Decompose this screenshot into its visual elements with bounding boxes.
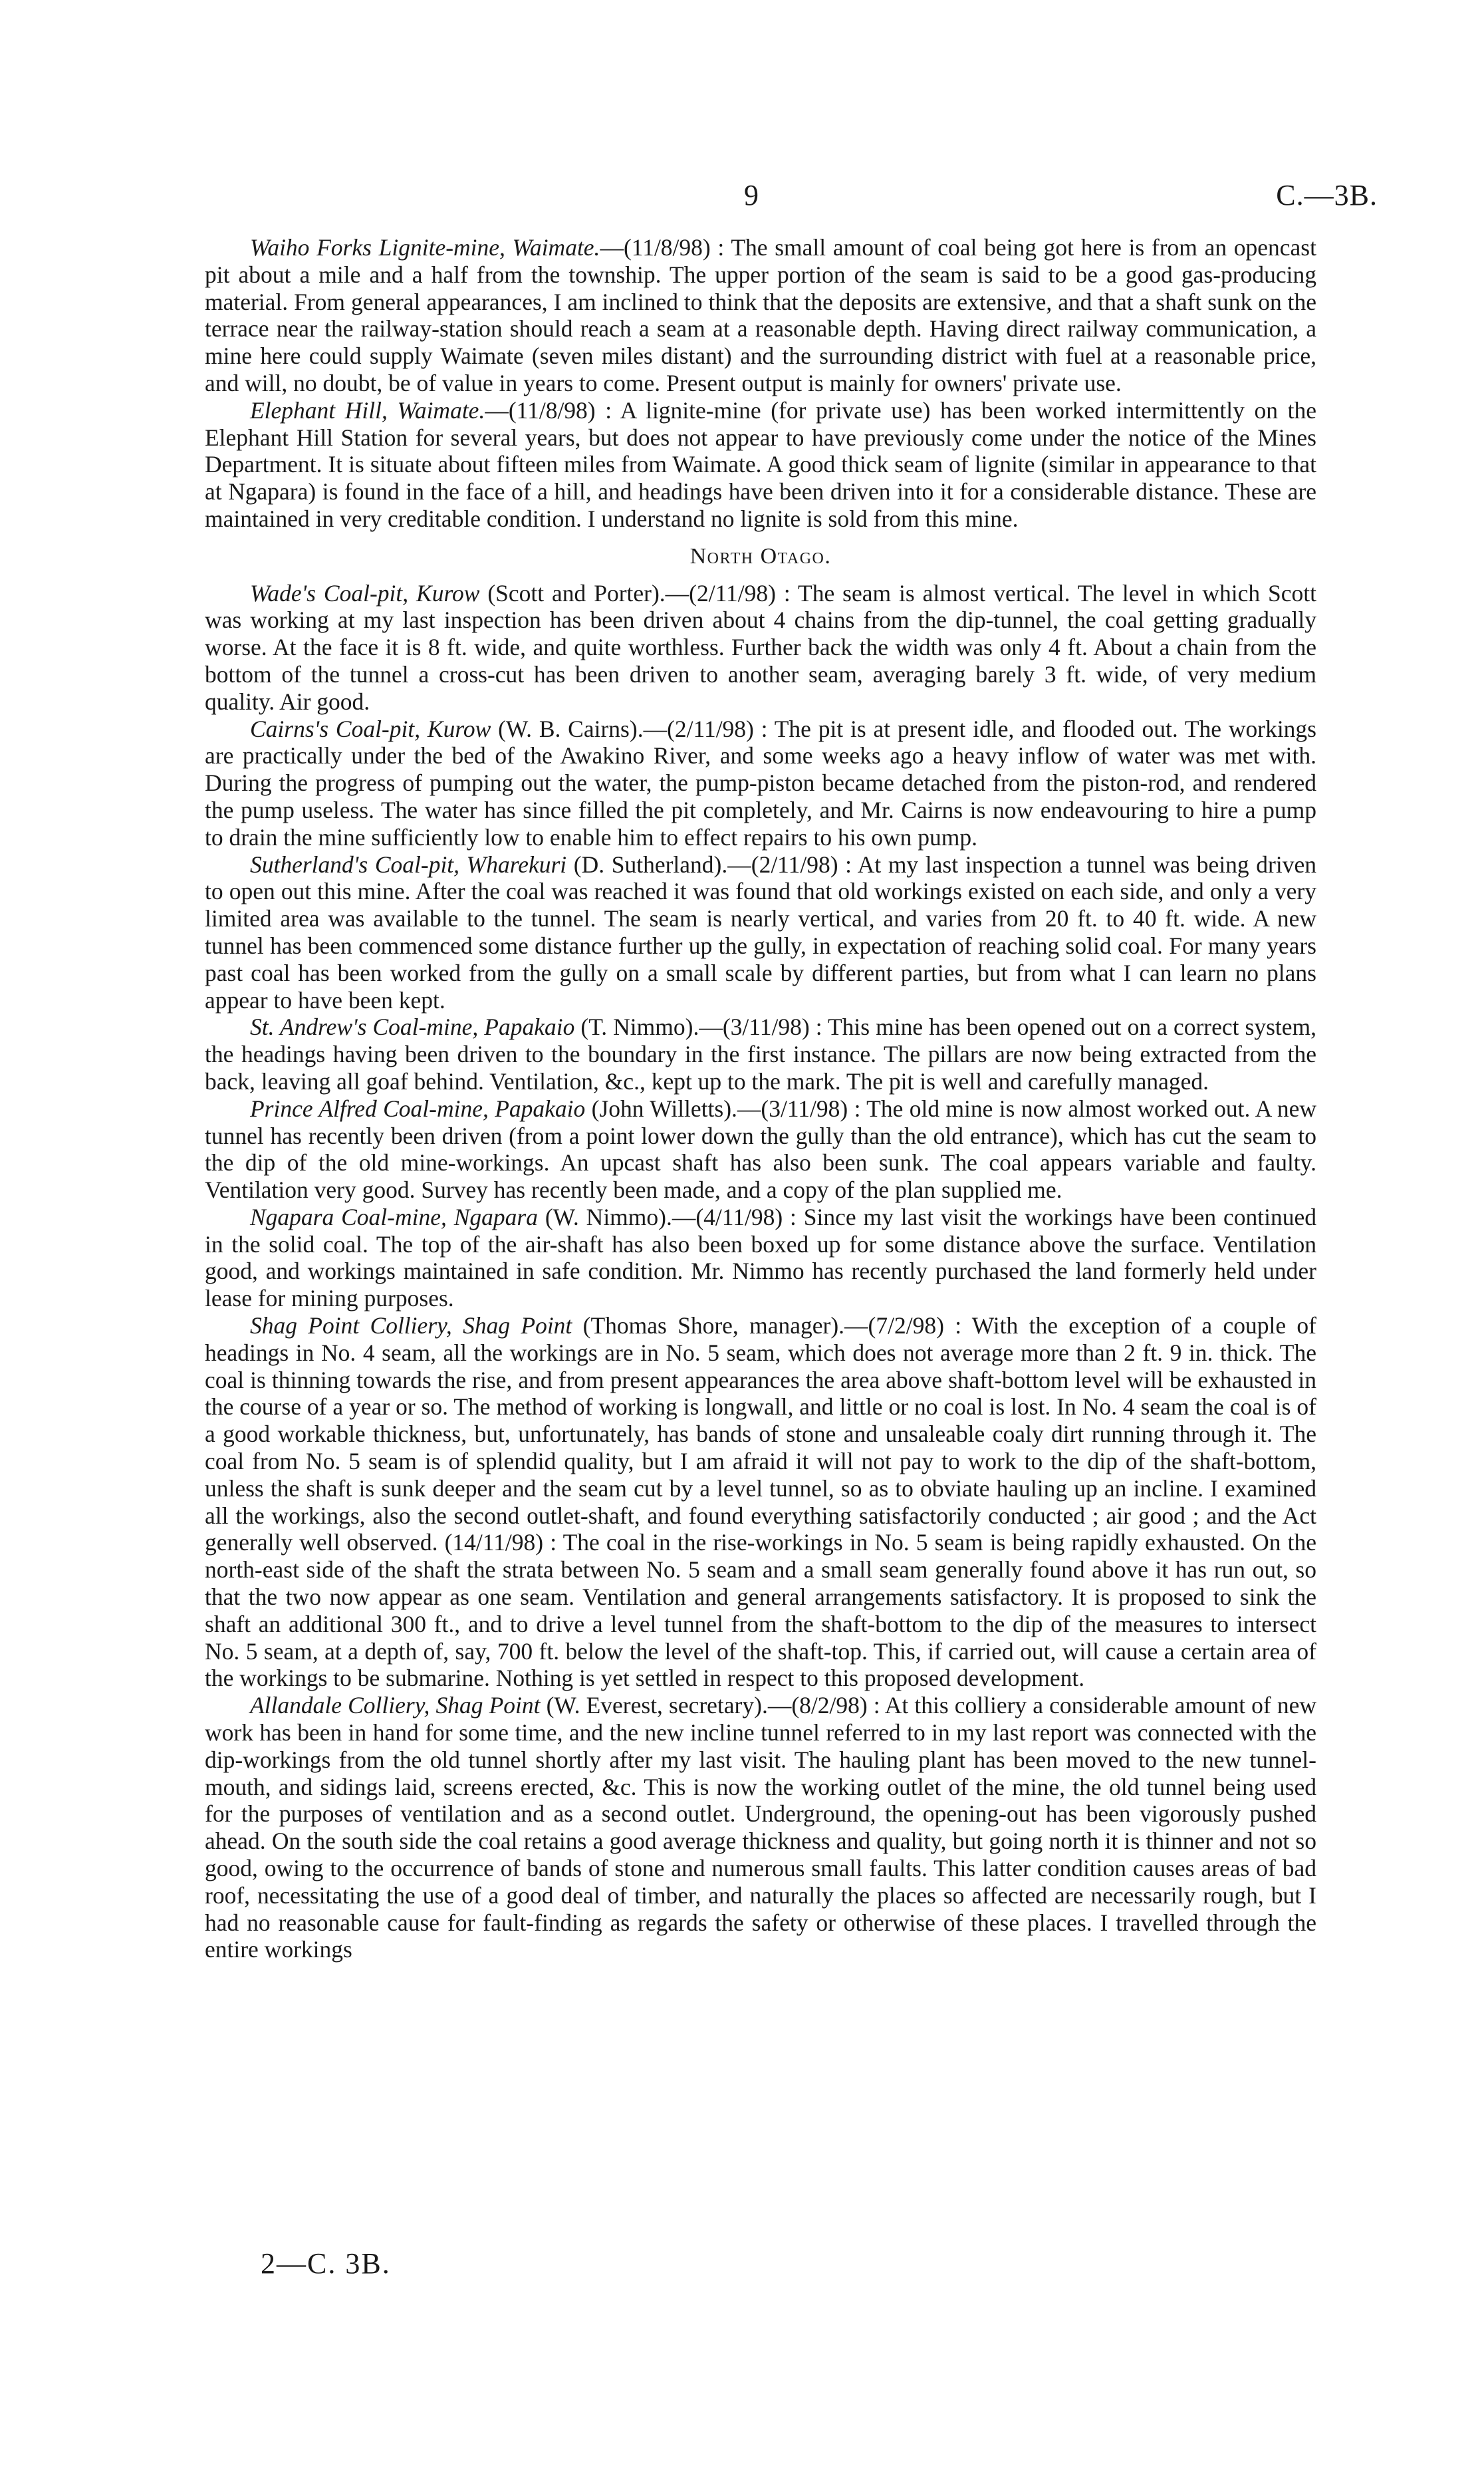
paragraph-shag-point-colliery [205, 1312, 1316, 1692]
page-number: 9 [744, 179, 759, 211]
mine-owner: (W. Everest, secretary) [540, 1692, 762, 1719]
paragraph-waiho-forks [205, 234, 1316, 397]
mine-owner: (W. B. Cairns) [491, 715, 638, 742]
paragraph-text: .—(8/2/98) : At this colliery a considerable amount of new work has been in hand for some time, and the new incline tunnel referred to in my last report was connected with the dip-workings from the old tunnel shortly after my last visit. The hauling plant has been moved to the new tunnel-mouth, and sidings laid, screens erected, &c. This is now the working outlet of the mine, the old tunnel being used for the purposes of ventilation and as a second outlet. Underground, the opening-out has been vigorously pushed ahead. On the south side the coal retains a good average thickness and quality, but going north it is thinner and not so good, owing to the occurrence of bands of stone and numerous small faults. This latter condition causes areas of bad roof, necessitating the use of a good deal of timber, and naturally the places so affected are necessarily rough, but I had no reasonable cause for fault-finding as regards the safety or otherwise of these places. I travelled through the entire workings [205, 1692, 1316, 1963]
paragraph-prince-alfred-coal-mine [205, 1095, 1316, 1204]
mine-title: Waiho Forks Lignite-mine, Waimate. [250, 234, 600, 261]
paragraph-sutherlands-coal-pit [205, 851, 1316, 1014]
paragraph-ngapara-coal-mine [205, 1204, 1316, 1312]
signature-mark: 2—C. 3B. [261, 2247, 391, 2280]
paragraph-text: —(11/8/98) : The small amount of coal being got here is from an opencast pit about a mile and a half from the township. The upper portion of the seam is said to be a good gas-producing material. From general appearances, I am inclined to think that the deposits are extensive, and that a shaft sunk on the terrace near the railway-station should reach a seam at a reasonable depth. Having direct railway communication, a mine here could supply Waimate (seven miles distant) and the surrounding district with fuel at a reasonable price, and will, no doubt, be of value in years to come. Present output is mainly for owners' private use. [205, 234, 1316, 396]
paragraph-text: .—(2/11/98) : The pit is at present idle, and flooded out. The workings are practically under the bed of the Awakino River, and some weeks ago a heavy inflow of water was met with. During the progress of pumping out the water, the pump-piston became detached from the piston-rod, and rendered the pump useless. The water has since filled the pit completely, and Mr. Cairns is now endeavouring to hire a pump to drain the mine sufficiently low to enable him to effect repairs to his own pump. [205, 715, 1316, 851]
mine-title: Elephant Hill, Waimate. [250, 396, 485, 424]
mine-owner: (T. Nimmo) [574, 1014, 693, 1041]
mine-title: Prince Alfred Coal-mine, Papakaio [250, 1095, 586, 1122]
paragraph-st-andrews-coal-mine [205, 1014, 1316, 1095]
paragraph-text: .—(3/11/98) : The old mine is now almost worked out. A new tunnel has recently been driven (from a point lower down the gully than the old entrance), which has cut the seam to the dip of the old mine-workings. An upcast shaft has also been sunk. The coal appears variable and faulty. Ventilation very good. Survey has recently been made, and a copy of the plan supplied me. [205, 1095, 1316, 1204]
paragraph-text: .—(2/11/98) : At my last inspection a tunnel was being driven to open out this mine. After the coal was reached it was found that old workings existed on each side, and only a very limited area was available to the tunnel. The seam is nearly vertical, and varies from 20 ft. to 40 ft. wide. A new tunnel has been commenced some distance further up the gully, in expectation of reaching solid coal. For many years past coal has been worked from the gully on a small scale by different parties, but from what I can learn no plans appear to have been kept. [205, 851, 1316, 1014]
paragraph-elephant-hill [205, 397, 1316, 533]
paragraph-text: .—(2/11/98) : The seam is almost vertical. The level in which Scott was working at my last inspection has been driven about 4 chains from the dip-tunnel, the coal getting gradually worse. At the face it is 8 ft. wide, and quite worthless. Further back the width was only 4 ft. About a chain from the bottom of the tunnel a cross-cut has been driven to another seam, averaging barely 3 ft. wide, of very medium quality. Air good. [205, 579, 1316, 715]
document-reference: C.—3B. [1276, 179, 1378, 211]
mine-title: Sutherland's Coal-pit, Wharekuri [250, 851, 567, 878]
paragraph-text: .—(3/11/98) : This mine has been opened out on a correct system, the headings having been driven to the boundary in the first instance. The pillars are now being extracted from the back, leaving all goaf behind. Ventilation, &c., kept up to the mark. The pit is well and carefully managed. [205, 1014, 1317, 1095]
paragraph-text: .—(7/2/98) : With the exception of a couple of headings in No. 4 seam, all the workings are in No. 5 seam, which does not average more than 2 ft. 9 in. thick. The coal is thinning towards the rise, and from present appearances the area above shaft-bottom level will be exhausted in the course of a year or so. The method of working is longwall, and little or no coal is lost. In No. 4 seam the coal is of a good workable thickness, but, unfortunately, has bands of stone and unsaleable coaly dirt running through it. The coal from No. 5 seam is of splendid quality, but I am afraid it will not pay to work to the dip of the shaft-bottom, unless the shaft is sunk deeper and the seam cut by a level tunnel, so as to obviate hauling up an incline. I examined all the workings, also the second outlet-shaft, and found everything satisfactorily conducted ; air good ; and the Act generally well observed. (14/11/98) : The coal in the rise-workings in No. 5 seam is being rapidly exhausted. On the north-east side of the shaft the strata between No. 5 seam and a small seam generally found above it has run out, so that the two now appear as one seam. Ventilation and general arrangements satisfactory. It is proposed to sink the shaft an additional 300 ft., and to drive a level tunnel from the shaft-bottom to the dip of the measures to intersect No. 5 seam, at a depth of, say, 700 ft. below the level of the shaft-top. This, if carried out, will cause a certain area of the workings to be submarine. Nothing is yet settled in respect to this proposed development. [205, 1312, 1316, 1692]
mine-title: Allandale Colliery, Shag Point [250, 1692, 541, 1719]
mine-owner: (John Willetts) [585, 1095, 732, 1122]
mine-owner: (D. Sutherland) [566, 851, 722, 878]
mine-title: Wade's Coal-pit, Kurow [250, 579, 480, 607]
paragraph-wades-coal-pit [205, 580, 1316, 716]
mine-title: Ngapara Coal-mine, Ngapara [250, 1203, 538, 1230]
mine-owner: (W. Nimmo) [537, 1203, 666, 1230]
paragraph-allandale-colliery [205, 1692, 1316, 1963]
mine-owner: (Thomas Shore, manager) [572, 1312, 839, 1339]
document-body [205, 234, 1316, 1963]
mine-title: St. Andrew's Coal-mine, Papakaio [250, 1014, 575, 1041]
paragraph-text: —(11/8/98) : A lignite-mine (for private use) has been worked intermittently on the Elephant Hill Station for several years, but does not appear to have previously come under the notice of the Mines Department. It is situate about fifteen miles from Waimate. A good thick seam of lignite (similar in appearance to that at Ngapara) is found in the face of a hill, and headings have been driven into it for a considerable distance. These are maintained in very creditable condition. I understand no lignite is sold from this mine. [205, 396, 1317, 532]
section-heading: North Otago. [689, 543, 832, 569]
paragraph-cairns-coal-pit [205, 716, 1316, 851]
mine-title: Shag Point Colliery, Shag Point [250, 1312, 572, 1339]
paragraph-text: .—(4/11/98) : Since my last visit the workings have been continued in the solid coal. The top of the air-shaft has also been boxed up for some distance above the surface. Ventilation good, and workings maintained in safe condition. Mr. Nimmo has recently purchased the land formerly held under lease for mining purposes. [205, 1203, 1316, 1312]
mine-owner: (Scott and Porter) [479, 579, 660, 607]
mine-title: Cairns's Coal-pit, Kurow [250, 715, 491, 742]
